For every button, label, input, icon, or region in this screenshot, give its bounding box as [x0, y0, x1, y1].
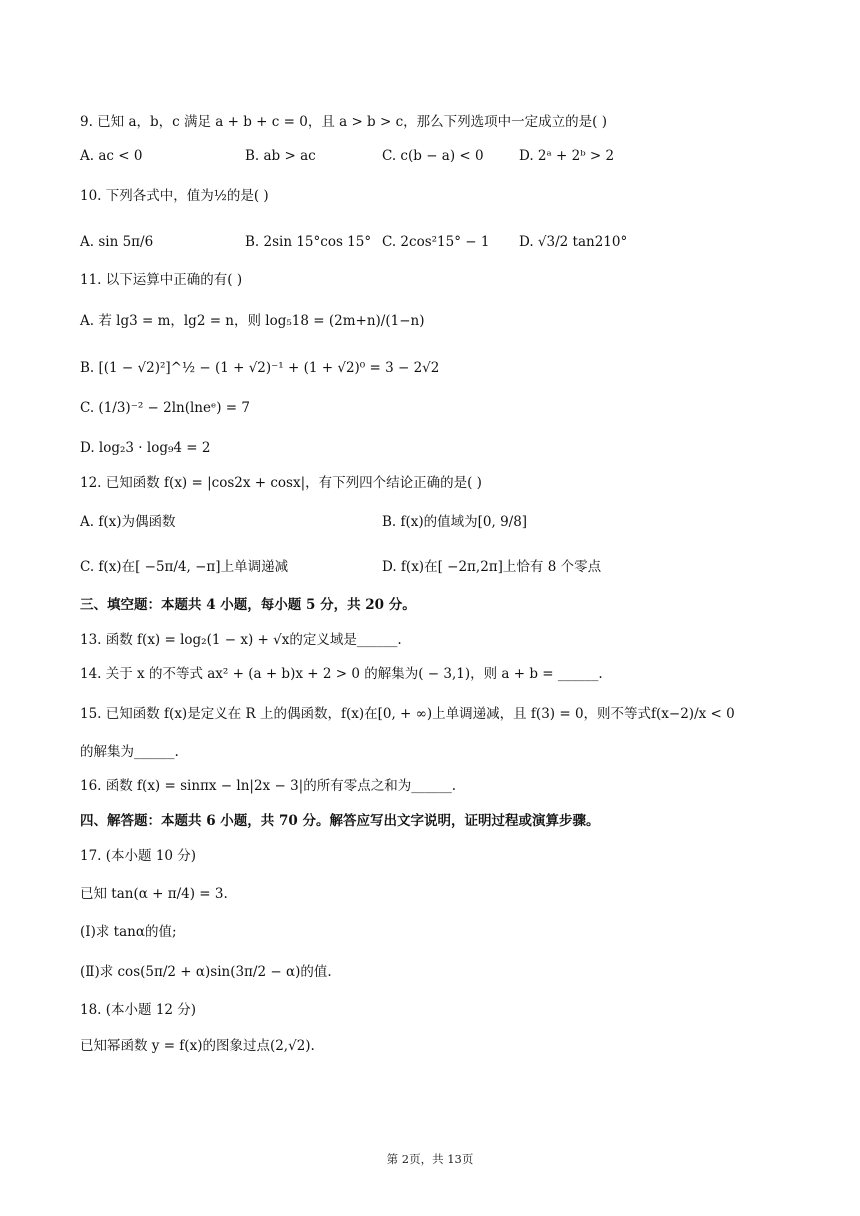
question-9-option-c: C. c(b − a) < 0 — [382, 148, 484, 164]
question-9-option-b: B. ab > ac — [245, 148, 316, 164]
page-footer: 第 2页，共 13页 — [386, 1152, 474, 1166]
question-16: 16. 函数 f(x) = sinπx − ln|2x − 3|的所有零点之和为______. — [80, 778, 456, 794]
question-10-stem: 10. 下列各式中，值为½的是( ) — [80, 188, 269, 204]
question-11-option-b: B. [(1 − √2)²]^½ − (1 + √2)⁻¹ + (1 + √2)⁰ = 3 − 2√2 — [80, 360, 440, 376]
question-9-option-a: A. ac < 0 — [80, 148, 143, 164]
question-15-line-1: 15. 已知函数 f(x)是定义在 R 上的偶函数，f(x)在[0, + ∞)上单调递减，且 f(3) = 0，则不等式f(x−2)/x < 0 — [80, 706, 735, 722]
section-4-heading: 四、解答题：本题共 6 小题，共 70 分。解答应写出文字说明，证明过程或演算步骤。 — [80, 813, 600, 829]
question-12-option-b: B. f(x)的值域为[0, 9/8] — [382, 514, 528, 530]
question-10-option-a: A. sin 5π/6 — [80, 234, 154, 250]
question-13: 13. 函数 f(x) = log₂(1 − x) + √x的定义域是______. — [80, 632, 402, 648]
question-17-part-2: (Ⅱ)求 cos(5π/2 + α)sin(3π/2 − α)的值. — [80, 964, 332, 980]
question-11-option-c: C. (1/3)⁻² − 2ln(lneᵉ) = 7 — [80, 400, 250, 416]
question-11-option-a: A. 若 lg3 = m，lg2 = n，则 log₅18 = (2m+n)/(1−n) — [80, 313, 425, 329]
question-17-part-1: (Ⅰ)求 tanα的值; — [80, 924, 177, 940]
question-10-option-b: B. 2sin 15°cos 15° — [245, 234, 372, 250]
question-12-option-c: C. f(x)在[ −5π/4, −π]上单调递减 — [80, 559, 289, 575]
question-17-given: 已知 tan(α + π/4) = 3. — [80, 886, 228, 902]
question-15-line-2: 的解集为______. — [80, 744, 179, 760]
question-17-header: 17. (本小题 10 分) — [80, 848, 197, 864]
question-9-option-d: D. 2ᵃ + 2ᵇ > 2 — [519, 148, 615, 164]
question-11-option-d: D. log₂3 · log₉4 = 2 — [80, 440, 211, 456]
question-12-option-a: A. f(x)为偶函数 — [80, 514, 176, 530]
question-12-option-d: D. f(x)在[ −2π,2π]上恰有 8 个零点 — [382, 559, 602, 575]
question-10-option-d: D. √3/2 tan210° — [519, 234, 628, 250]
question-18-given: 已知幂函数 y = f(x)的图象过点(2,√2). — [80, 1038, 315, 1054]
question-12-stem: 12. 已知函数 f(x) = |cos2x + cosx|，有下列四个结论正确的是( ) — [80, 475, 482, 491]
question-10-option-c: C. 2cos²15° − 1 — [382, 234, 490, 250]
question-14: 14. 关于 x 的不等式 ax² + (a + b)x + 2 > 0 的解集为( − 3,1)，则 a + b = ______. — [80, 666, 603, 682]
question-18-header: 18. (本小题 12 分) — [80, 1002, 197, 1018]
question-11-stem: 11. 以下运算中正确的有( ) — [80, 272, 243, 288]
question-9-stem: 9. 已知 a，b，c 满足 a + b + c = 0，且 a > b > c，那么下列选项中一定成立的是( ) — [80, 114, 607, 130]
section-3-heading: 三、填空题：本题共 4 小题，每小题 5 分，共 20 分。 — [80, 597, 416, 613]
